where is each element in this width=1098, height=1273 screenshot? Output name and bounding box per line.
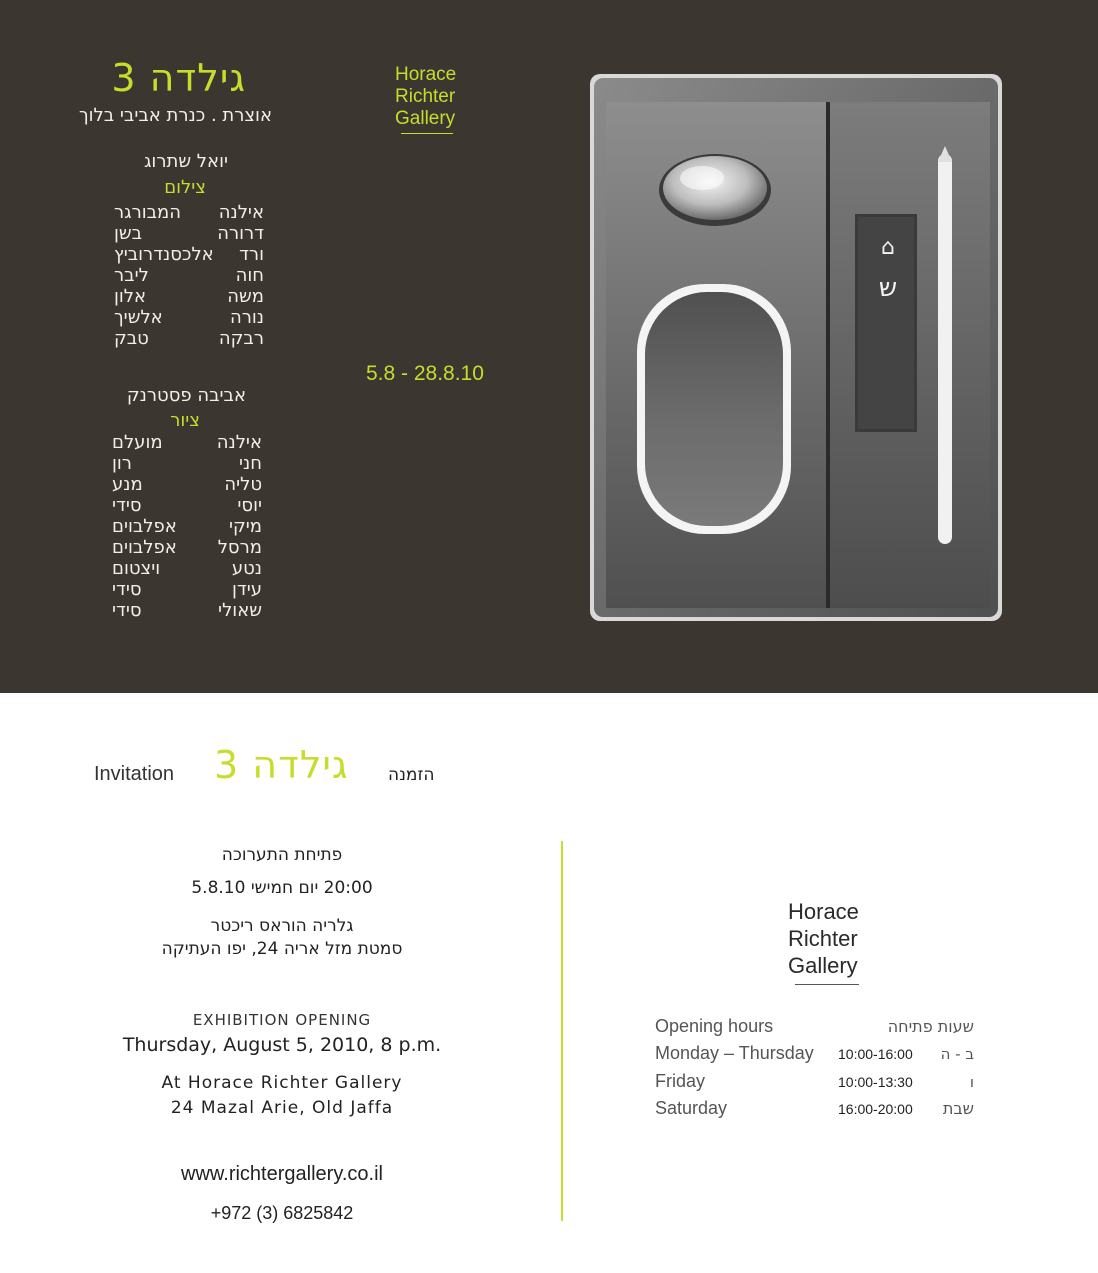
artist-last: מנע [112,474,143,495]
photo-section-head: יואל שתרוג [144,151,228,172]
artist-first: חני [239,453,262,474]
artist-row [114,307,264,328]
vertical-divider [561,841,563,1221]
gallery-line: Richter [788,926,858,951]
hours-day-he: ב - ה [940,1045,974,1063]
artist-row [114,265,264,286]
curator-line: אוצרת . כנרת אביבי בלוך [78,105,272,126]
phone-number: +972 (3) 6825842 [210,1203,354,1223]
gallery-line: Richter [395,86,456,107]
gallery-line: Gallery [788,953,858,978]
artist-first: טליה [224,474,262,495]
artist-last: אלכסנדרוביץ [114,244,214,265]
artist-first: אילנה [218,202,264,223]
hours-day-en: Saturday [655,1098,728,1118]
paint-section-label: ציור [170,410,200,431]
invitation-panel [0,693,1098,1273]
artist-last: סידי [112,495,142,516]
artist-last: אלון [114,286,147,307]
exhibition-dates: 5.8 - 28.8.10 [366,362,484,385]
address-he: סמטת מזל אריה 24, יפו העתיקה [161,939,403,959]
hours-time: 10:00-13:30 [838,1074,913,1090]
gallery-line: Gallery [395,108,456,129]
artist-row [112,579,262,600]
artwork-glyph-top: ⌂ [881,235,895,260]
opening-en: EXHIBITION OPENING [192,1011,372,1029]
artist-row [114,328,264,349]
hours-day-en: Monday – Thursday [655,1043,814,1063]
artist-row [112,453,262,474]
artist-last: מועלם [112,432,163,453]
invitation-label-en: Invitation [94,763,175,785]
opening-he: פתיחת התערוכה [221,845,343,865]
artist-last: ויצטום [112,558,161,579]
artist-first: מרסל [217,537,262,558]
artist-last: טבק [114,328,149,349]
at-gallery-en: At Horace Richter Gallery [161,1073,403,1093]
artist-first: ורד [239,244,264,265]
artist-row [112,558,262,579]
artist-first: רבקה [218,328,264,349]
artwork-image [590,74,1002,621]
hours-time: 10:00-16:00 [838,1046,913,1062]
artist-first: דרורה [217,223,264,244]
invitation-label-he: הזמנה [388,765,435,785]
hours-day-en: Friday [655,1071,706,1091]
artist-first: משה [227,286,264,307]
artist-last: אפלבוים [112,537,177,558]
gallery-line: Horace [788,899,859,924]
artist-last: אפלבוים [112,516,177,537]
date-en: Thursday, August 5, 2010, 8 p.m. [122,1034,442,1056]
hours-time: 16:00-20:00 [838,1101,913,1117]
website-link[interactable]: www.richtergallery.co.il [181,1163,383,1185]
artist-last: אלשיך [114,307,163,328]
hours-day-he: ו [969,1073,974,1091]
artist-first: שאולי [218,600,262,621]
invitation-title: גילדה 3 [214,743,349,787]
artist-row [114,223,264,244]
artist-first: נורה [229,307,264,328]
hours-day-he: שבת [942,1099,974,1118]
artist-first: חוה [235,265,264,286]
artist-first: אילנה [216,432,262,453]
artist-last: ליבר [114,265,149,286]
gallery-name-right [788,898,859,979]
artist-last: סידי [112,579,142,600]
exhibition-title: גילדה 3 [111,56,246,100]
artist-row [112,495,262,516]
gallery-underline-right [795,984,859,985]
hours-title-he: שעות פתיחה [887,1017,974,1036]
artist-row [112,600,262,621]
artist-row [112,537,262,558]
artwork-svg [590,74,1002,621]
artist-row [114,244,264,265]
artist-row [112,474,262,495]
photo-section-label: צילום [164,177,206,198]
artist-row [112,432,262,453]
artist-row [112,516,262,537]
artist-last: רון [112,453,132,474]
hours-title-en: Opening hours [655,1016,774,1036]
artwork-glyph-bottom: ש [878,273,898,303]
artist-row [114,202,264,223]
gallery-he: גלריה הוראס ריכטר [210,916,354,936]
artist-first: עידן [231,579,262,600]
artist-row [114,286,264,307]
gallery-line: Horace [395,64,457,85]
gallery-name [395,64,456,130]
address-en: 24 Mazal Arie, Old Jaffa [170,1098,394,1118]
artist-last: בשן [114,223,143,244]
artist-first: יוסי [237,495,262,516]
artist-last: סידי [112,600,142,621]
paint-section-head: אביבה פסטרנק [126,385,246,406]
artist-first: מיקי [228,516,262,537]
gallery-underline [401,133,453,134]
date-he: 20:00 יום חמישי 5.8.10 [191,878,373,898]
artist-last: המבורגר [114,202,182,223]
artist-first: נטע [231,558,262,579]
